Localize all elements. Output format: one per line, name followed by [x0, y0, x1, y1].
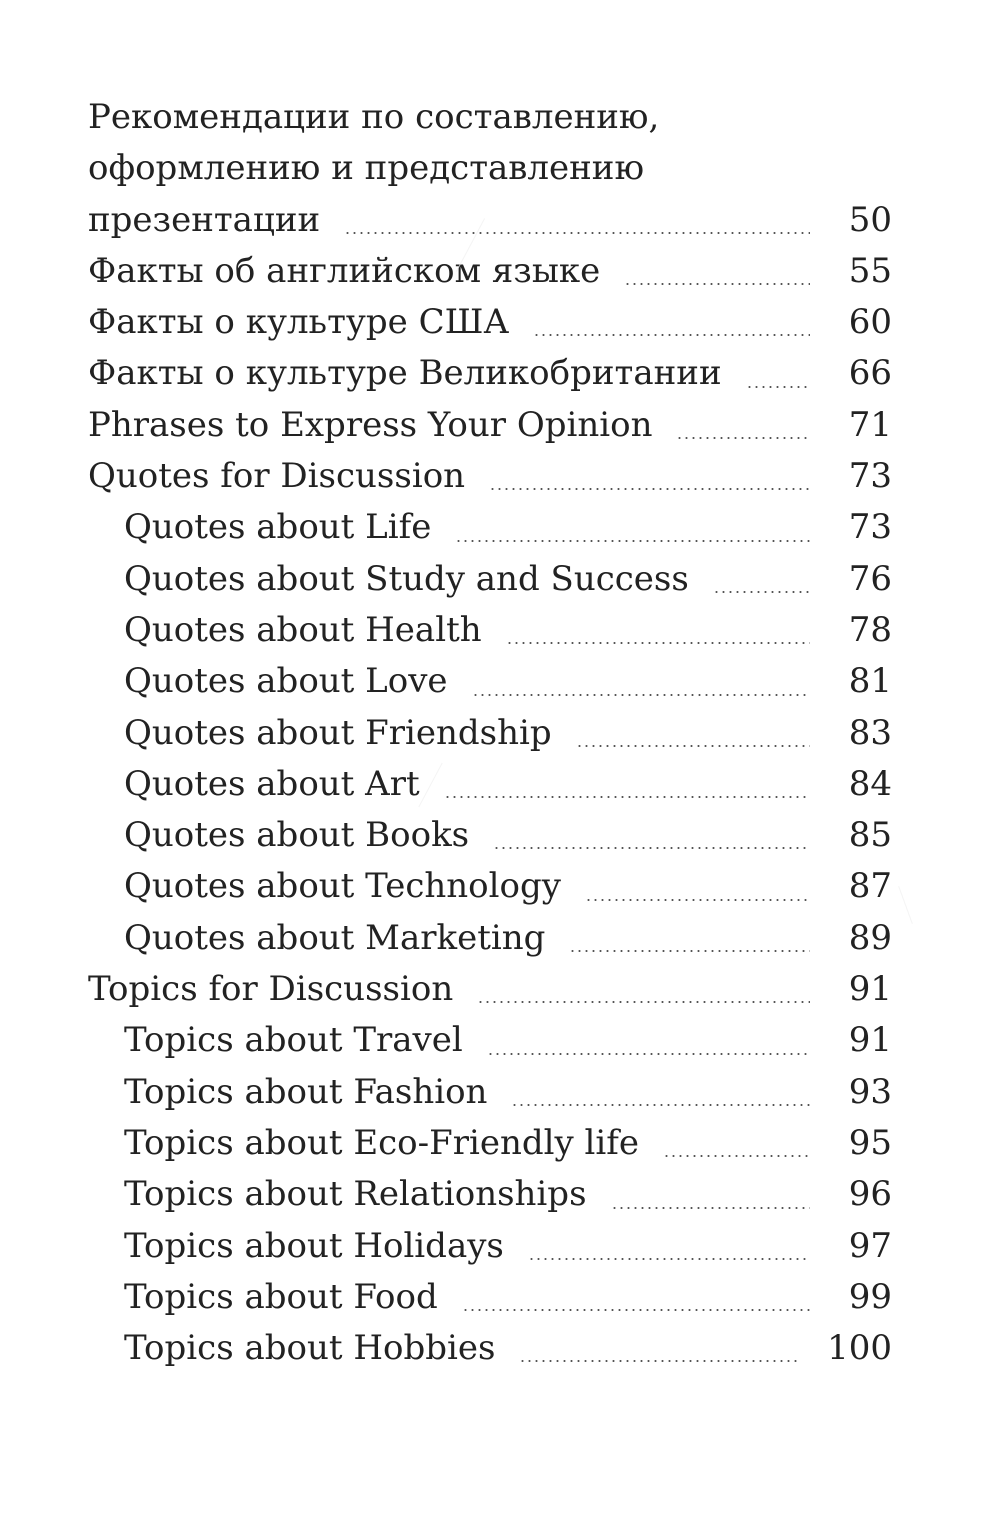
toc-entry-row — [124, 554, 892, 605]
toc-entry — [88, 913, 892, 964]
dot-leader — [528, 1258, 810, 1260]
toc-page-number: 71 — [848, 404, 892, 445]
dot-leader — [511, 1104, 810, 1106]
toc-page-number: 73 — [848, 456, 892, 497]
toc-entry-title: Quotes about Life — [124, 507, 432, 548]
toc-entry-row — [88, 348, 892, 399]
toc-entry-title: Quotes about Books — [124, 815, 470, 856]
toc-entry-title: Topics for Discussion — [88, 969, 454, 1010]
toc-entry-row — [88, 964, 892, 1015]
toc-entry — [88, 348, 892, 399]
toc-page-number: 91 — [848, 1020, 892, 1061]
toc-entry — [88, 708, 892, 759]
toc-page-number: 100 — [827, 1328, 892, 1369]
toc-entry-row — [124, 1067, 892, 1118]
dot-leader — [676, 437, 810, 439]
toc-entry — [88, 1272, 892, 1323]
dot-leader — [344, 232, 810, 234]
toc-entry — [88, 1221, 892, 1272]
dot-leader — [611, 1207, 810, 1209]
toc-entry-row — [88, 246, 892, 297]
dot-leader — [493, 847, 810, 849]
toc-entry — [88, 861, 892, 912]
toc-entry-title: Quotes about Love — [124, 661, 448, 702]
toc-entry-title: Topics about Hobbies — [124, 1328, 496, 1369]
dot-leader — [487, 1053, 810, 1055]
toc-entry-row — [124, 1272, 892, 1323]
toc-entry-title: Факты о культуре Великобритании — [88, 353, 722, 394]
dot-leader — [444, 796, 810, 798]
toc-entry-row — [124, 1323, 892, 1374]
toc-entry-row — [88, 195, 892, 246]
dot-leader — [462, 1309, 810, 1311]
toc-entry-row — [88, 451, 892, 502]
dot-leader — [663, 1155, 810, 1157]
toc-entry — [88, 502, 892, 553]
toc-entry-title: Quotes about Friendship — [124, 712, 552, 753]
toc-page-number: 78 — [848, 609, 892, 650]
toc-entry-title: Topics about Eco-Friendly life — [124, 1122, 639, 1163]
toc-page-number: 93 — [848, 1071, 892, 1112]
toc-entry-title-line: оформлению и представлению — [88, 148, 645, 189]
toc-entry-title: Quotes about Marketing — [124, 917, 546, 958]
toc-page-number: 55 — [848, 250, 892, 291]
table-of-contents — [88, 92, 892, 1374]
toc-page-number: 50 — [848, 199, 892, 240]
dot-leader — [576, 745, 810, 747]
toc-page-number: 96 — [848, 1174, 892, 1215]
dot-leader — [477, 1001, 810, 1003]
toc-entry-row — [124, 861, 892, 912]
toc-entry-row — [124, 656, 892, 707]
toc-entry — [88, 246, 892, 297]
toc-entry-row — [124, 1015, 892, 1066]
toc-page-number: 91 — [848, 969, 892, 1010]
toc-entry-title: Факты об английском языке — [88, 250, 601, 291]
dot-leader — [569, 950, 810, 952]
toc-entry — [88, 400, 892, 451]
toc-page-number: 99 — [848, 1276, 892, 1317]
toc-entry-title: Phrases to Express Your Opinion — [88, 404, 653, 445]
toc-entry-title: Topics about Fashion — [124, 1071, 488, 1112]
dot-leader — [533, 334, 810, 336]
toc-entry-title: Quotes about Study and Success — [124, 558, 689, 599]
toc-entry-row — [88, 297, 892, 348]
toc-entry-title: Topics about Relationships — [124, 1174, 587, 1215]
dot-leader — [455, 540, 810, 542]
toc-entry-title: Topics about Holidays — [124, 1225, 504, 1266]
toc-entry — [88, 1015, 892, 1066]
toc-entry — [88, 1067, 892, 1118]
toc-entry-row — [124, 708, 892, 759]
toc-entry-title: Quotes for Discussion — [88, 456, 466, 497]
toc-entry-row — [124, 1169, 892, 1220]
toc-entry-row — [88, 400, 892, 451]
toc-page-number: 76 — [848, 558, 892, 599]
toc-page-number: 87 — [848, 866, 892, 907]
dot-leader — [519, 1360, 801, 1362]
toc-page-number: 97 — [848, 1225, 892, 1266]
toc-entry — [88, 605, 892, 656]
toc-page-number: 66 — [848, 353, 892, 394]
toc-entry — [88, 759, 892, 810]
toc-entry-row — [124, 759, 892, 810]
toc-page-number: 85 — [848, 815, 892, 856]
toc-entry-row — [124, 913, 892, 964]
toc-entry-title: Факты о культуре США — [88, 302, 510, 343]
toc-entry — [88, 1118, 892, 1169]
toc-entry — [88, 1169, 892, 1220]
toc-entry-title: Quotes about Technology — [124, 866, 561, 907]
toc-entry — [88, 656, 892, 707]
toc-entry-row — [124, 502, 892, 553]
toc-entry-row — [124, 1118, 892, 1169]
paper-scuff — [898, 886, 913, 924]
toc-entry — [88, 451, 892, 502]
toc-entry — [88, 964, 892, 1015]
toc-page-number: 81 — [848, 661, 892, 702]
toc-entry — [88, 297, 892, 348]
toc-entry-title: Quotes about Health — [124, 609, 482, 650]
toc-page-number: 84 — [848, 763, 892, 804]
dot-leader — [472, 694, 810, 696]
dot-leader — [624, 283, 810, 285]
dot-leader — [506, 642, 810, 644]
toc-entry-title-line: презентации — [88, 199, 321, 240]
toc-page-number: 83 — [848, 712, 892, 753]
dot-leader — [713, 591, 810, 593]
toc-page-number: 89 — [848, 917, 892, 958]
dot-leader — [489, 488, 810, 490]
toc-entry-title: Quotes about Art — [124, 763, 420, 804]
dot-leader — [746, 386, 810, 388]
toc-entry-title-line: Рекомендации по составлению, — [88, 97, 660, 137]
toc-entry — [88, 554, 892, 605]
toc-entry-row — [124, 605, 892, 656]
toc-entry — [88, 810, 892, 861]
toc-entry-title: Topics about Food — [124, 1276, 438, 1317]
toc-entry — [88, 92, 892, 246]
toc-page-number: 60 — [848, 302, 892, 343]
toc-entry — [88, 1323, 892, 1374]
toc-entry-row — [124, 810, 892, 861]
toc-page-number: 95 — [848, 1122, 892, 1163]
toc-entry-title: Topics about Travel — [124, 1020, 463, 1061]
toc-page-number: 73 — [848, 507, 892, 548]
toc-entry-row — [124, 1221, 892, 1272]
dot-leader — [585, 899, 810, 901]
